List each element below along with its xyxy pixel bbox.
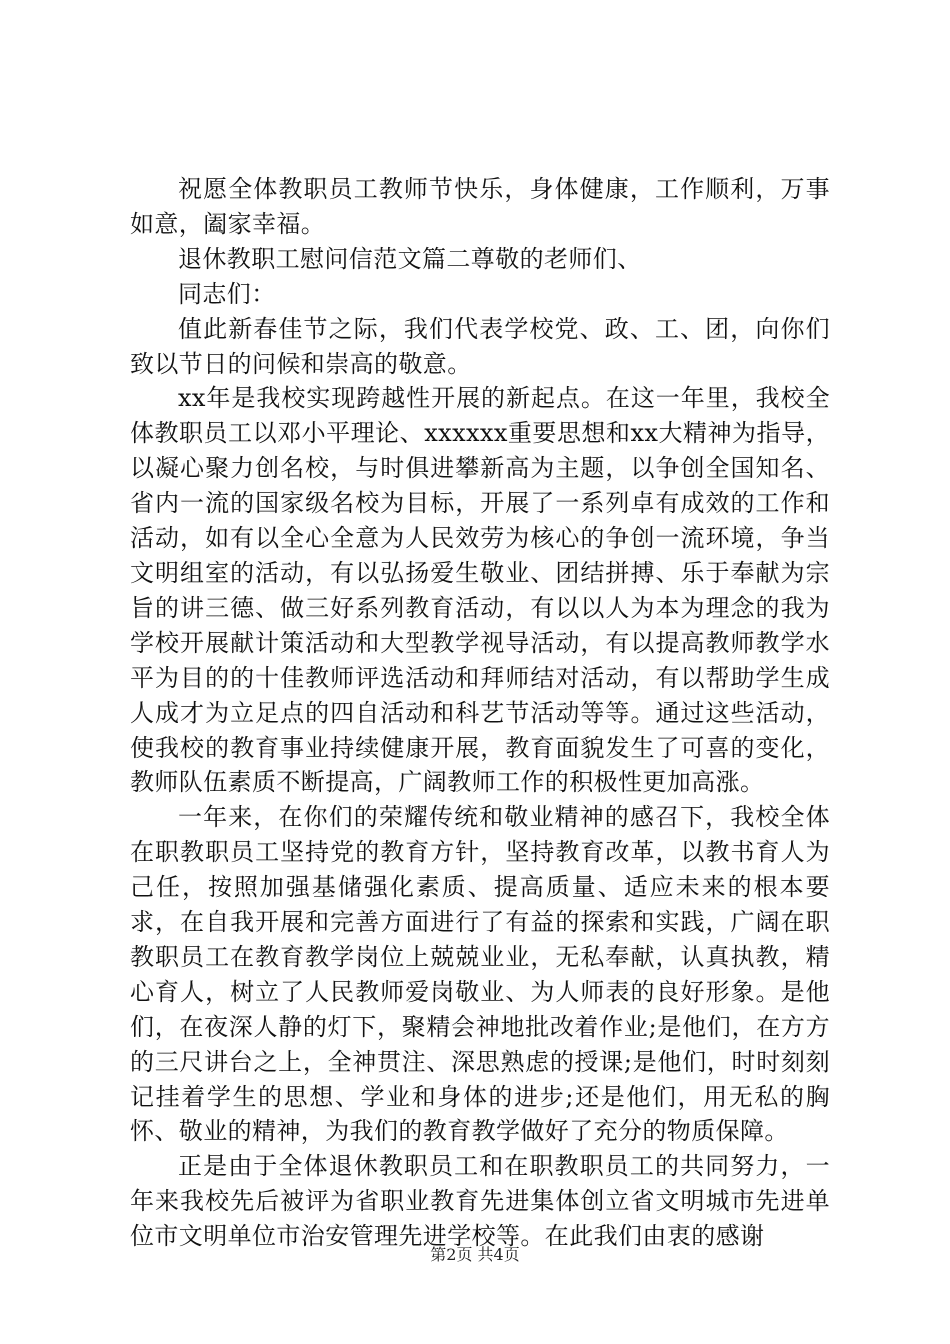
- paragraph-salutation: 同志们：: [178, 279, 276, 308]
- page-number: 第2页 共4页: [430, 1245, 520, 1264]
- paragraph-staff-achievements: 一年来，在你们的荣耀传统和敬业精神的感召下，我校全体在职教职员工坚持党的教育方针，坚持教育改革，以教书育人为己任，按照加强基储强化素质、提高质量、适应未来的根本要求，在自我开展和完善方面进行了有益的探索和实践，广阔在职教职员工在教育教学岗位上兢兢业业，无私奉献，认真执教，精心育人，树立了人民教师爱岗敬业、为人师表的良好形象。是他们，在夜深人静的灯下，聚精会神地批改着作业;是他们，在方方的三尺讲台之上，全神贯注、深思熟虑的授课;是他们，时时刻刻记挂着学生的思想、学业和身体的进步;还是他们，用无私的胸怀、敬业的精神，为我们的教育教学做好了充分的物质保障。: [130, 803, 830, 1146]
- paragraph-honors: 正是由于全体退休教职员工和在职教职员工的共同努力，一年来我校先后被评为省职业教育先进集体创立省文明城市先进单位市文明单位市治安管理先进学校等。在此我们由衷的感谢: [130, 1152, 830, 1251]
- paragraph-festival-greeting: 值此新春佳节之际，我们代表学校党、政、工、团，向你们致以节日的问候和崇高的敬意。: [130, 314, 830, 378]
- page-footer: [0, 1245, 950, 1265]
- paragraph-year-review: xx年是我校实现跨越性开展的新起点。在这一年里，我校全体教职员工以邓小平理论、xxxxxx重要思想和xx大精神为指导，以凝心聚力创名校，与时俱进攀新高为主题，以争创全国知名、省内一流的国家级名校为目标，开展了一系列卓有成效的工作和活动，如有以全心全意为人民效劳为核心的争创一流环境，争当文明组室的活动，有以弘扬爱生敬业、团结拼搏、乐于奉献为宗旨的讲三德、做三好系列教育活动，有以以人为本为理念的我为学校开展献计策活动和大型教学视导活动，有以提高教师教学水平为目的的十佳教师评选活动和拜师结对活动，有以帮助学生成人成才为立足点的四自活动和科艺节活动等等。通过这些活动，使我校的教育事业持续健康开展，教育面貌发生了可喜的变化，教师队伍素质不断提高，广阔教师工作的积极性更加高涨。: [130, 384, 830, 797]
- paragraph-title-greeting: 退休教职工慰问信范文篇二尊敬的老师们、: [178, 244, 642, 273]
- letter-body: [130, 172, 830, 1254]
- paragraph-wishes: 祝愿全体教职员工教师节快乐，身体健康，工作顺利，万事如意，阖家幸福。: [130, 175, 830, 238]
